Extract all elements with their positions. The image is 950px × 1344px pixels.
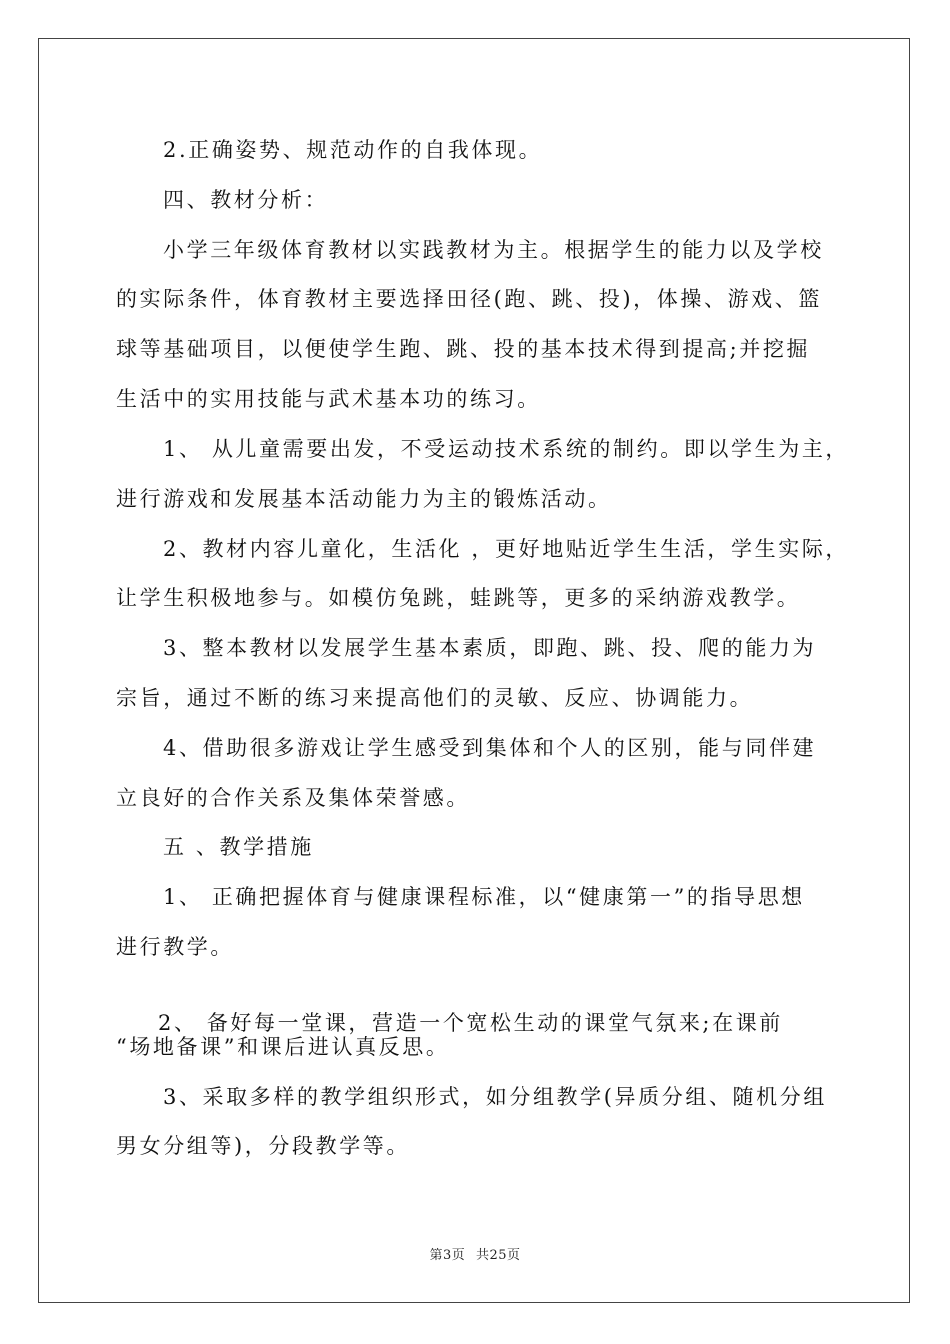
- text-line: 立良好的合作关系及集体荣誉感。: [116, 786, 470, 810]
- text-line: 的实际条件，体育教材主要选择田径(跑、跳、投)，体操、游戏、篮: [116, 287, 822, 311]
- text-line: 1、 从儿童需要出发，不受运动技术系统的制约。即以学生为主，: [163, 437, 850, 461]
- text-line: 小学三年级体育教材以实践教材为主。根据学生的能力以及学校: [163, 238, 824, 262]
- page-total: 共25页: [475, 1248, 521, 1263]
- text-line: 球等基础项目，以便使学生跑、跳、投的基本技术得到提高;并挖掘: [116, 337, 811, 361]
- text-line: 4、借助很多游戏让学生感受到集体和个人的区别，能与同伴建: [163, 736, 817, 760]
- text-line: 3、整本教材以发展学生基本素质，即跑、跳、投、爬的能力为: [163, 636, 817, 660]
- text-line: 1、 正确把握体育与健康课程标准，以“健康第一”的指导思想: [163, 885, 805, 909]
- page-number: 第3页: [429, 1248, 466, 1263]
- text-line: 3、采取多样的教学组织形式，如分组教学(异质分组、随机分组: [163, 1085, 827, 1109]
- text-line: “场地备课”和课后进认真反思。: [116, 1035, 450, 1059]
- text-line: 进行教学。: [116, 935, 234, 959]
- text-line: 2、 备好每一堂课，营造一个宽松生动的课堂气氛来;在课前: [158, 1011, 783, 1035]
- section-heading: 五 、教学措施: [163, 835, 314, 859]
- text-line: 宗旨，通过不断的练习来提高他们的灵敏、反应、协调能力。: [116, 686, 754, 710]
- text-line: 生活中的实用技能与武术基本功的练习。: [116, 387, 541, 411]
- page-footer: [0, 1244, 950, 1263]
- text-line: 2、教材内容儿童化，生活化 ，更好地贴近学生生活，学生实际，: [163, 537, 850, 561]
- text-line: 进行游戏和发展基本活动能力为主的锻炼活动。: [116, 487, 612, 511]
- section-heading: 四、教材分析：: [163, 188, 329, 212]
- text-line: 2.正确姿势、规范动作的自我体现。: [163, 138, 543, 162]
- page-border: [38, 38, 910, 1303]
- text-line: 男女分组等)，分段教学等。: [116, 1134, 410, 1158]
- text-line: 让学生积极地参与。如模仿兔跳，蛙跳等，更多的采纳游戏教学。: [116, 586, 801, 610]
